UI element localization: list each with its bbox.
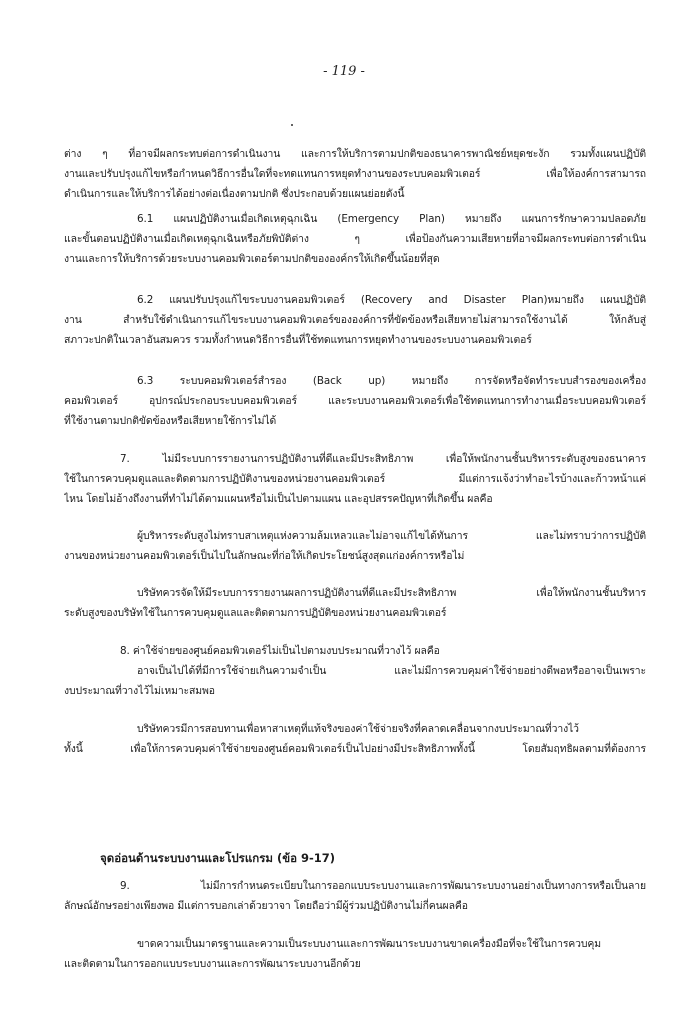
paragraph-9-result — [64, 934, 646, 974]
text-line: ที่ใช้งานตามปกติขัดข้องหรือเสียหายใช้การไม่ได้ — [64, 415, 277, 427]
page-number: - 119 - — [323, 64, 365, 79]
text-line: ลักษณ์อักษรอย่างเพียงพอ มีแต่การบอกเล่าด้วยวาจา โดยถือว่ามีผู้ร่วมปฏิบัติงานไม่กี่คนผลคือ — [64, 900, 468, 912]
text-line: งบประมาณที่วางไว้ไม่เหมาะสมพอ — [64, 685, 215, 697]
paragraph-7-remedy — [64, 583, 646, 623]
paragraph-9 — [64, 876, 646, 916]
text-line: และติดตามในการออกแบบระบบงานและการพัฒนาระบบงานอีกด้วย — [64, 958, 361, 970]
text-line: 6.3 ระบบคอมพิวเตอร์สำรอง (Back up) หมายถึง การจัดหรือจัดทำระบบสำรองของเครื่อง — [137, 375, 646, 387]
text-line: 8. ค่าใช้จ่ายของศูนย์คอมพิวเตอร์ไม่เป็นไปตามงบประมาณที่วางไว้ ผลคือ — [120, 645, 440, 657]
text-line: ระดับสูงของบริษัทใช้ในการควบคุมดูแลและติดตามการปฏิบัติของหน่วยงานคอมพิวเตอร์ — [64, 607, 447, 619]
text-line: 9. ไม่มีการกำหนดระเบียบในการออกแบบระบบงานและการพัฒนาระบบงานอย่างเป็นทางการหรือเป็นลาย — [120, 880, 646, 892]
text-line: 6.2 แผนปรับปรุงแก้ไขระบบงานคอมพิวเตอร์ (Recovery and Disaster Plan)หมายถึง แผนปฏิบัติ — [137, 294, 646, 306]
text-line: คอมพิวเตอร์ อุปกรณ์ประกอบระบบคอมพิวเตอร์ และระบบงานคอมพิวเตอร์เพื่อใช้ทดแทนการทำงานเมื่อระบบคอมพิวเตอร์ — [64, 395, 646, 407]
paragraph-6-2 — [64, 290, 646, 350]
paragraph-7 — [64, 449, 646, 509]
text-line: ผู้บริหารระดับสูงไม่ทราบสาเหตุแห่งความล้มเหลวและไม่อาจแก้ไขได้ทันการ และไม่ทราบว่าการปฏิบัติ — [137, 530, 646, 542]
section-heading: จุดอ่อนด้านระบบงานและโปรแกรม (ข้อ 9-17) — [100, 851, 336, 865]
text-line: งาน สำหรับใช้ดำเนินการแก้ไขระบบงานคอมพิวเตอร์ขององค์การที่ขัดข้องหรือเสียหายไม่สามารถใช้งานได้ ให้กลับสู่ — [64, 314, 646, 326]
paragraph-8-remedy — [64, 719, 646, 759]
text-line: ใช้ในการควบคุมดูแลและติดตามการปฏิบัติงานของหน่วยงานคอมพิวเตอร์ มีแต่การแจ้งว่าทำอะไรบ้างและก้าวหน้าแค่ — [64, 473, 646, 485]
text-line: ทั้งนี้ เพื่อให้การควบคุมค่าใช้จ่ายของศูนย์คอมพิวเตอร์เป็นไปอย่างมีประสิทธิภาพทั้งนี้ โดยสัมฤทธิผลตามที่ต้องการ — [64, 743, 646, 755]
text-line: และขั้นตอนปฏิบัติงานเมื่อเกิดเหตุฉุกเฉินหรือภัยพิบัติต่าง ๆ เพื่อป้องกันความเสียหายที่อาจมีผลกระทบต่อการดำเนิน — [64, 233, 646, 245]
text-line: ไหน โดยไม่อ้างถึงงานที่ทำไม่ได้ตามแผนหรือไม่เป็นไปตามแผน และอุปสรรคปัญหาที่เกิดขึ้น ผลคือ — [64, 493, 493, 505]
text-line: 7. ไม่มีระบบการรายงานการปฏิบัติงานที่ดีและมีประสิทธิภาพ เพื่อให้พนักงานชั้นบริหารระดับสูงของธนาคาร — [120, 453, 646, 465]
text-line: ต่าง ๆ ที่อาจมีผลกระทบต่อการดำเนินงาน และการให้บริการตามปกติของธนาคารพาณิชย์หยุดชะงัก รวมทั้งแผนปฏิบัติ — [64, 148, 646, 160]
text-line: งานและการให้บริการด้วยระบบงานคอมพิวเตอร์ตามปกติขององค์กรให้เกิดขึ้นน้อยที่สุด — [64, 253, 440, 265]
text-line: ขาดความเป็นมาตรฐานและความเป็นระบบงานและการพัฒนาระบบงานขาดเครื่องมือที่จะใช้ในการควบคุม — [137, 938, 601, 950]
text-line: งานและปรับปรุงแก้ไขหรือกำหนดวิธีการอื่นใดที่จะทดแทนการหยุดทำงานของระบบคอมพิวเตอร์ เพื่อให้องค์การสามารถ — [64, 168, 646, 180]
text-line: สภาวะปกติในเวลาอันสมควร รวมทั้งกำหนดวิธีการอื่นที่ใช้ทดแทนการหยุดทำงานของระบบงานคอมพิวเตอร์ — [64, 334, 532, 346]
text-line: อาจเป็นไปได้ที่มีการใช้จ่ายเกินความจำเป็น และไม่มีการควบคุมค่าใช้จ่ายอย่างดีพอหรืออาจเป็นเพราะ — [137, 665, 646, 677]
text-line: บริษัทควรมีการสอบทานเพื่อหาสาเหตุที่แท้จริงของค่าใช้จ่ายจริงที่คลาดเคลื่อนจากงบประมาณที่วางไว้ — [137, 723, 579, 735]
paragraph-intro — [64, 144, 646, 204]
scan-speck — [291, 124, 293, 126]
text-line: 6.1 แผนปฏิบัติงานเมื่อเกิดเหตุฉุกเฉิน (Emergency Plan) หมายถึง แผนการรักษาความปลอดภัย — [137, 213, 646, 225]
paragraph-6-1 — [64, 209, 646, 269]
paragraph-8 — [64, 641, 646, 701]
paragraph-7-result — [64, 526, 646, 566]
paragraph-6-3 — [64, 371, 646, 431]
text-line: งานของหน่วยงานคอมพิวเตอร์เป็นไปในลักษณะที่ก่อให้เกิดประโยชน์สูงสุดแก่องค์การหรือไม่ — [64, 550, 465, 562]
text-line: ดำเนินการและให้บริการได้อย่างต่อเนื่องตามปกติ ซึ่งประกอบด้วยแผนย่อยดังนี้ — [64, 188, 405, 200]
text-line: บริษัทควรจัดให้มีระบบการรายงานผลการปฏิบัติงานที่ดีและมีประสิทธิภาพ เพื่อให้พนักงานชั้นบริหาร — [137, 587, 646, 599]
